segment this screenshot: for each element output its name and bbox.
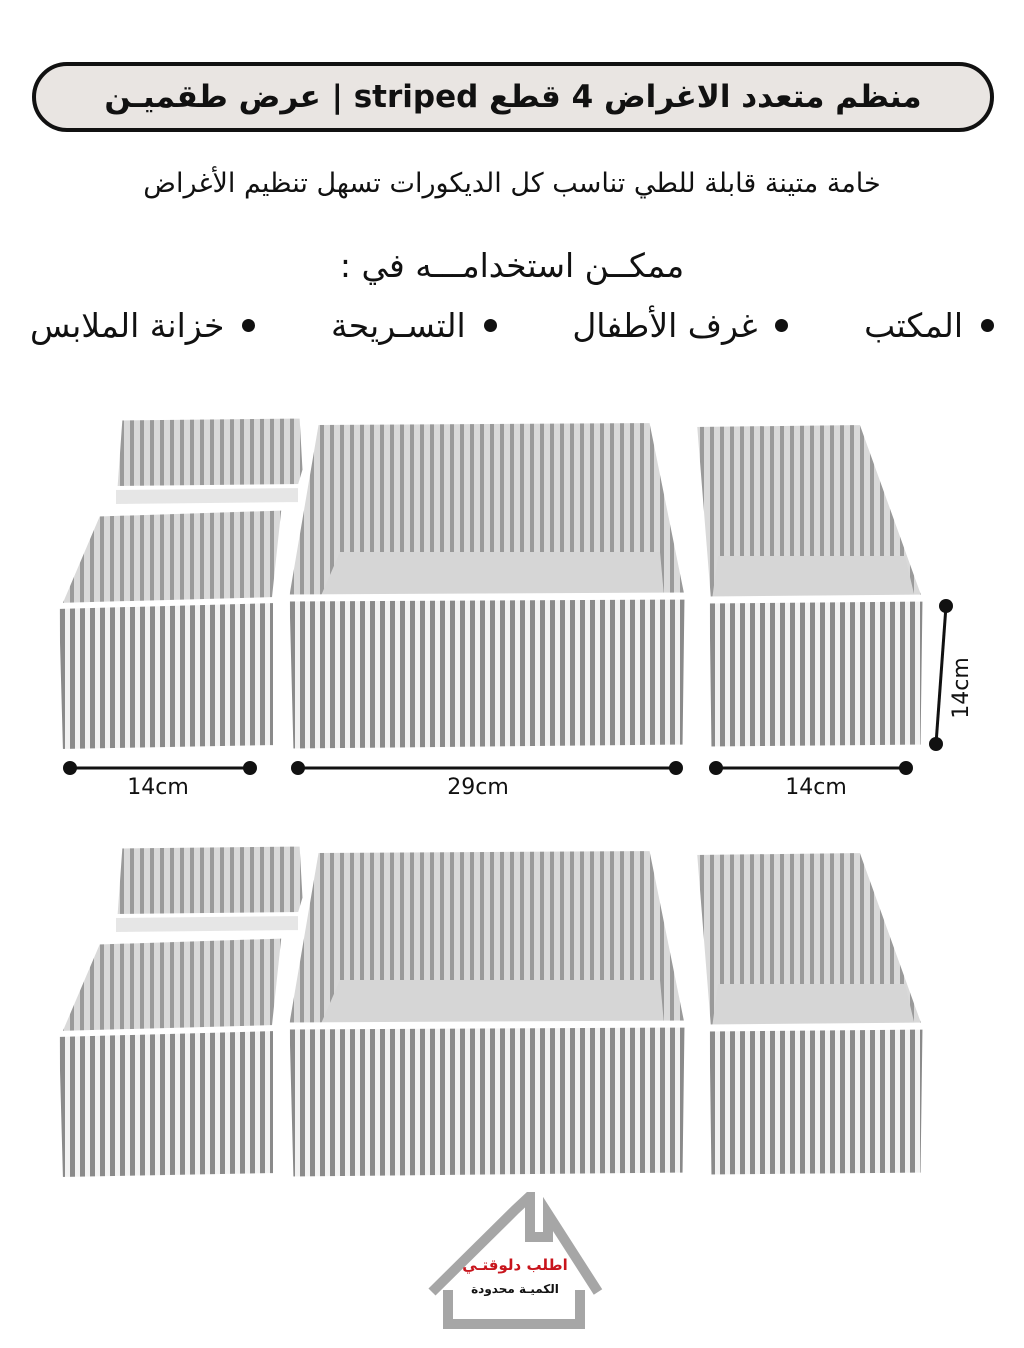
product-description: خامة متينة قابلة للطي تناسب كل الديكورات تسهل تنظيم الأغراض	[143, 168, 881, 199]
use-item-office: المكتب	[864, 306, 994, 345]
large-width-label: 29cm	[447, 775, 509, 800]
uses-heading: ممكــن استخدامـــه في :	[339, 246, 685, 285]
page-title: منظم متعدد الاغراض 4 قطع striped | عرض طقميـن	[104, 79, 922, 115]
logo-limited-quantity: الكميـة محدودة	[471, 1282, 559, 1296]
dimension-small-width	[63, 761, 257, 775]
organizer-set-2	[56, 844, 926, 1180]
dimension-medium-width	[709, 761, 913, 775]
logo-order-now: اطلب دلوقتـي	[462, 1256, 568, 1274]
use-item-wardrobe: خزانة الملابس	[30, 306, 255, 345]
use-item-dresser: التسـريحة	[331, 306, 497, 345]
height-label: 14cm	[949, 657, 974, 719]
dimension-large-width	[291, 761, 683, 775]
medium-width-label: 14cm	[785, 775, 847, 800]
organizer-set-1	[56, 416, 926, 752]
small-width-label: 14cm	[127, 775, 189, 800]
use-item-kids-rooms: غرف الأطفال	[572, 306, 788, 345]
